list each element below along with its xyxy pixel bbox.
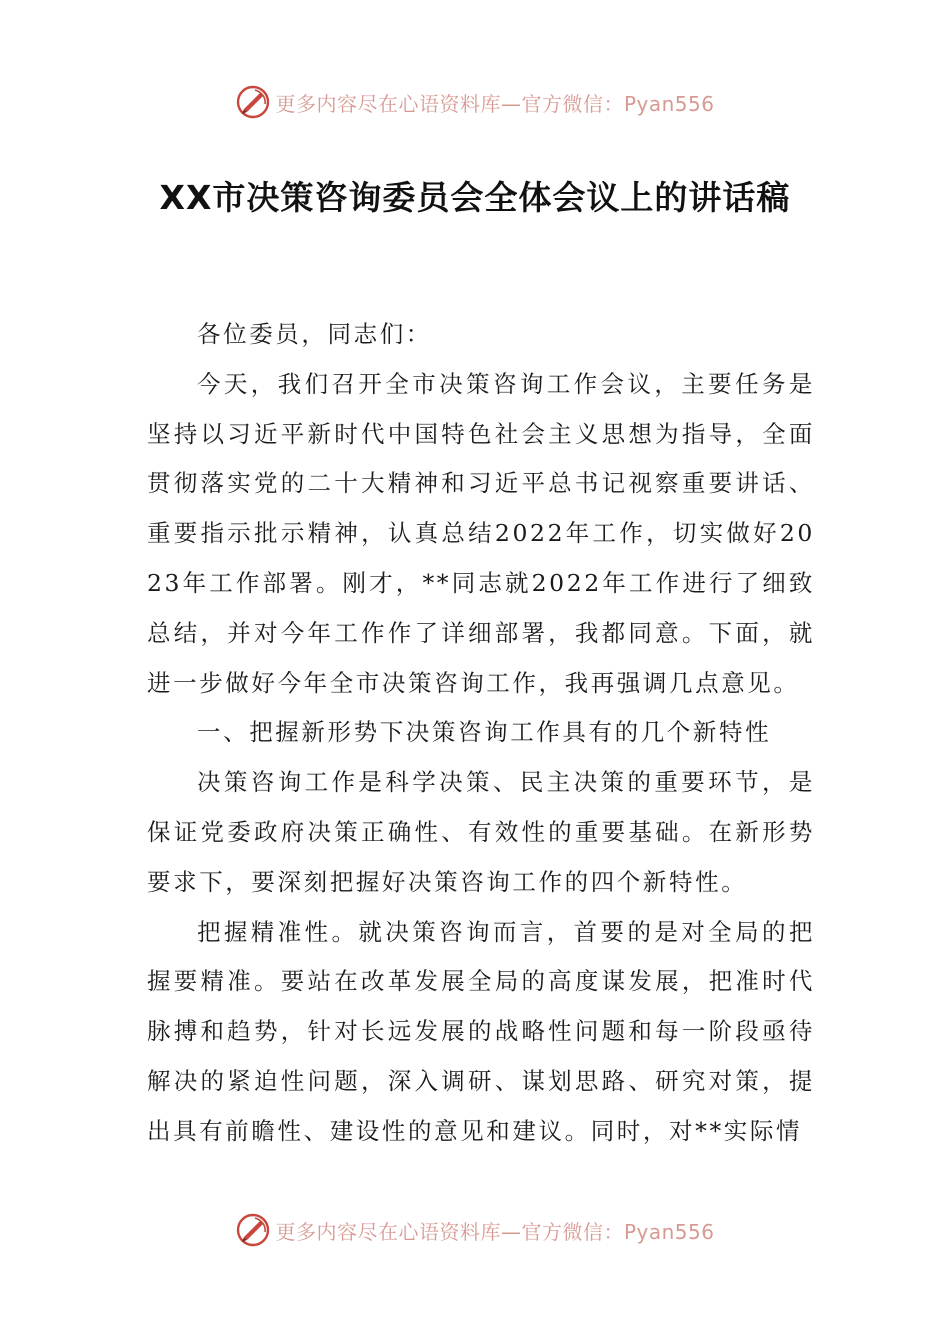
header-banner (0, 82, 950, 122)
pen-logo-icon (235, 84, 271, 120)
footer-banner-text: 更多内容尽在心语资料库—官方微信：Pyan556 (275, 1219, 715, 1244)
paragraph-section-1: 决策咨询工作是科学决策、民主决策的重要环节，是保证党委政府决策正确性、有效性的重要基础。在新形势要求下，要深刻把握好决策咨询工作的四个新特性。 (147, 768, 815, 896)
pen-logo-icon (235, 1212, 271, 1248)
header-banner-text: 更多内容尽在心语资料库—官方微信：Pyan556 (275, 91, 715, 116)
section-heading-1: 一、把握新形势下决策咨询工作具有的几个新特性 (197, 718, 772, 747)
paragraph-precision: 把握精准性。就决策咨询而言，首要的是对全局的把握要精准。要站在改革发展全局的高度谋发展，把准时代脉搏和趋势，针对长远发展的战略性问题和每一阶段亟待解决的紧迫性问题，深入调研、谋划思路、研究对策，提出具有前瞻性、建设性的意见和建议。同时，对**实际情 (147, 917, 815, 1145)
salutation: 各位委员，同志们： (197, 320, 432, 348)
footer-banner (0, 1210, 950, 1250)
paragraph-intro: 今天，我们召开全市决策咨询工作会议，主要任务是坚持以习近平新时代中国特色社会主义思想为指导，全面贯彻落实党的二十大精神和习近平总书记视察重要讲话、重要指示批示精神，认真总结2022年工作，切实做好2023年工作部署。刚才，**同志就2022年工作进行了细致总结，并对今年工作作了详细部署，我都同意。下面，就进一步做好今年全市决策咨询工作，我再强调几点意见。 (147, 369, 815, 697)
document-title: XX市决策咨询委员会全体会议上的讲话稿 (159, 178, 791, 217)
document-body (147, 310, 815, 1157)
